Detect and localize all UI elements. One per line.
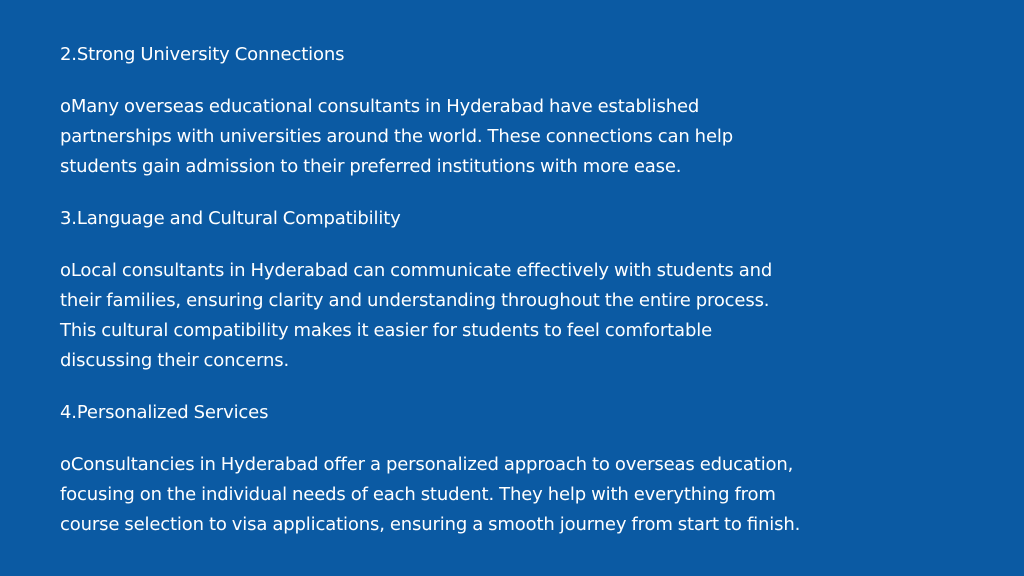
section-paragraph-university-connections [60,92,860,182]
section-heading-strong-university-connections: 2.Strong University Connections [60,44,345,65]
paragraph-line: This cultural compatibility makes it easier for students to feel comfortable [60,320,712,341]
section-heading-personalized-services: 4.Personalized Services [60,402,269,423]
section-heading-language-cultural-compatibility: 3.Language and Cultural Compatibility [60,208,401,229]
paragraph-line: course selection to visa applications, ensuring a smooth journey from start to ﬁnish. [60,514,801,535]
paragraph-line: their families, ensuring clarity and understanding throughout the entire process. [60,290,770,311]
section-paragraph-personalized-services [60,450,860,540]
paragraph-line: partnerships with universities around the world. These connections can help [60,126,733,147]
paragraph-line: focusing on the individual needs of each student. They help with everything from [60,484,776,505]
paragraph-line: oLocal consultants in Hyderabad can communicate effectively with students and [60,260,773,281]
paragraph-line: oMany overseas educational consultants in Hyderabad have established [60,96,700,117]
section-paragraph-language-cultural [60,256,860,376]
paragraph-line: oConsultancies in Hyderabad offer a personalized approach to overseas education, [60,454,794,475]
slide-content [60,40,860,540]
paragraph-line: students gain admission to their preferred institutions with more ease. [60,156,682,177]
paragraph-line: discussing their concerns. [60,350,290,371]
